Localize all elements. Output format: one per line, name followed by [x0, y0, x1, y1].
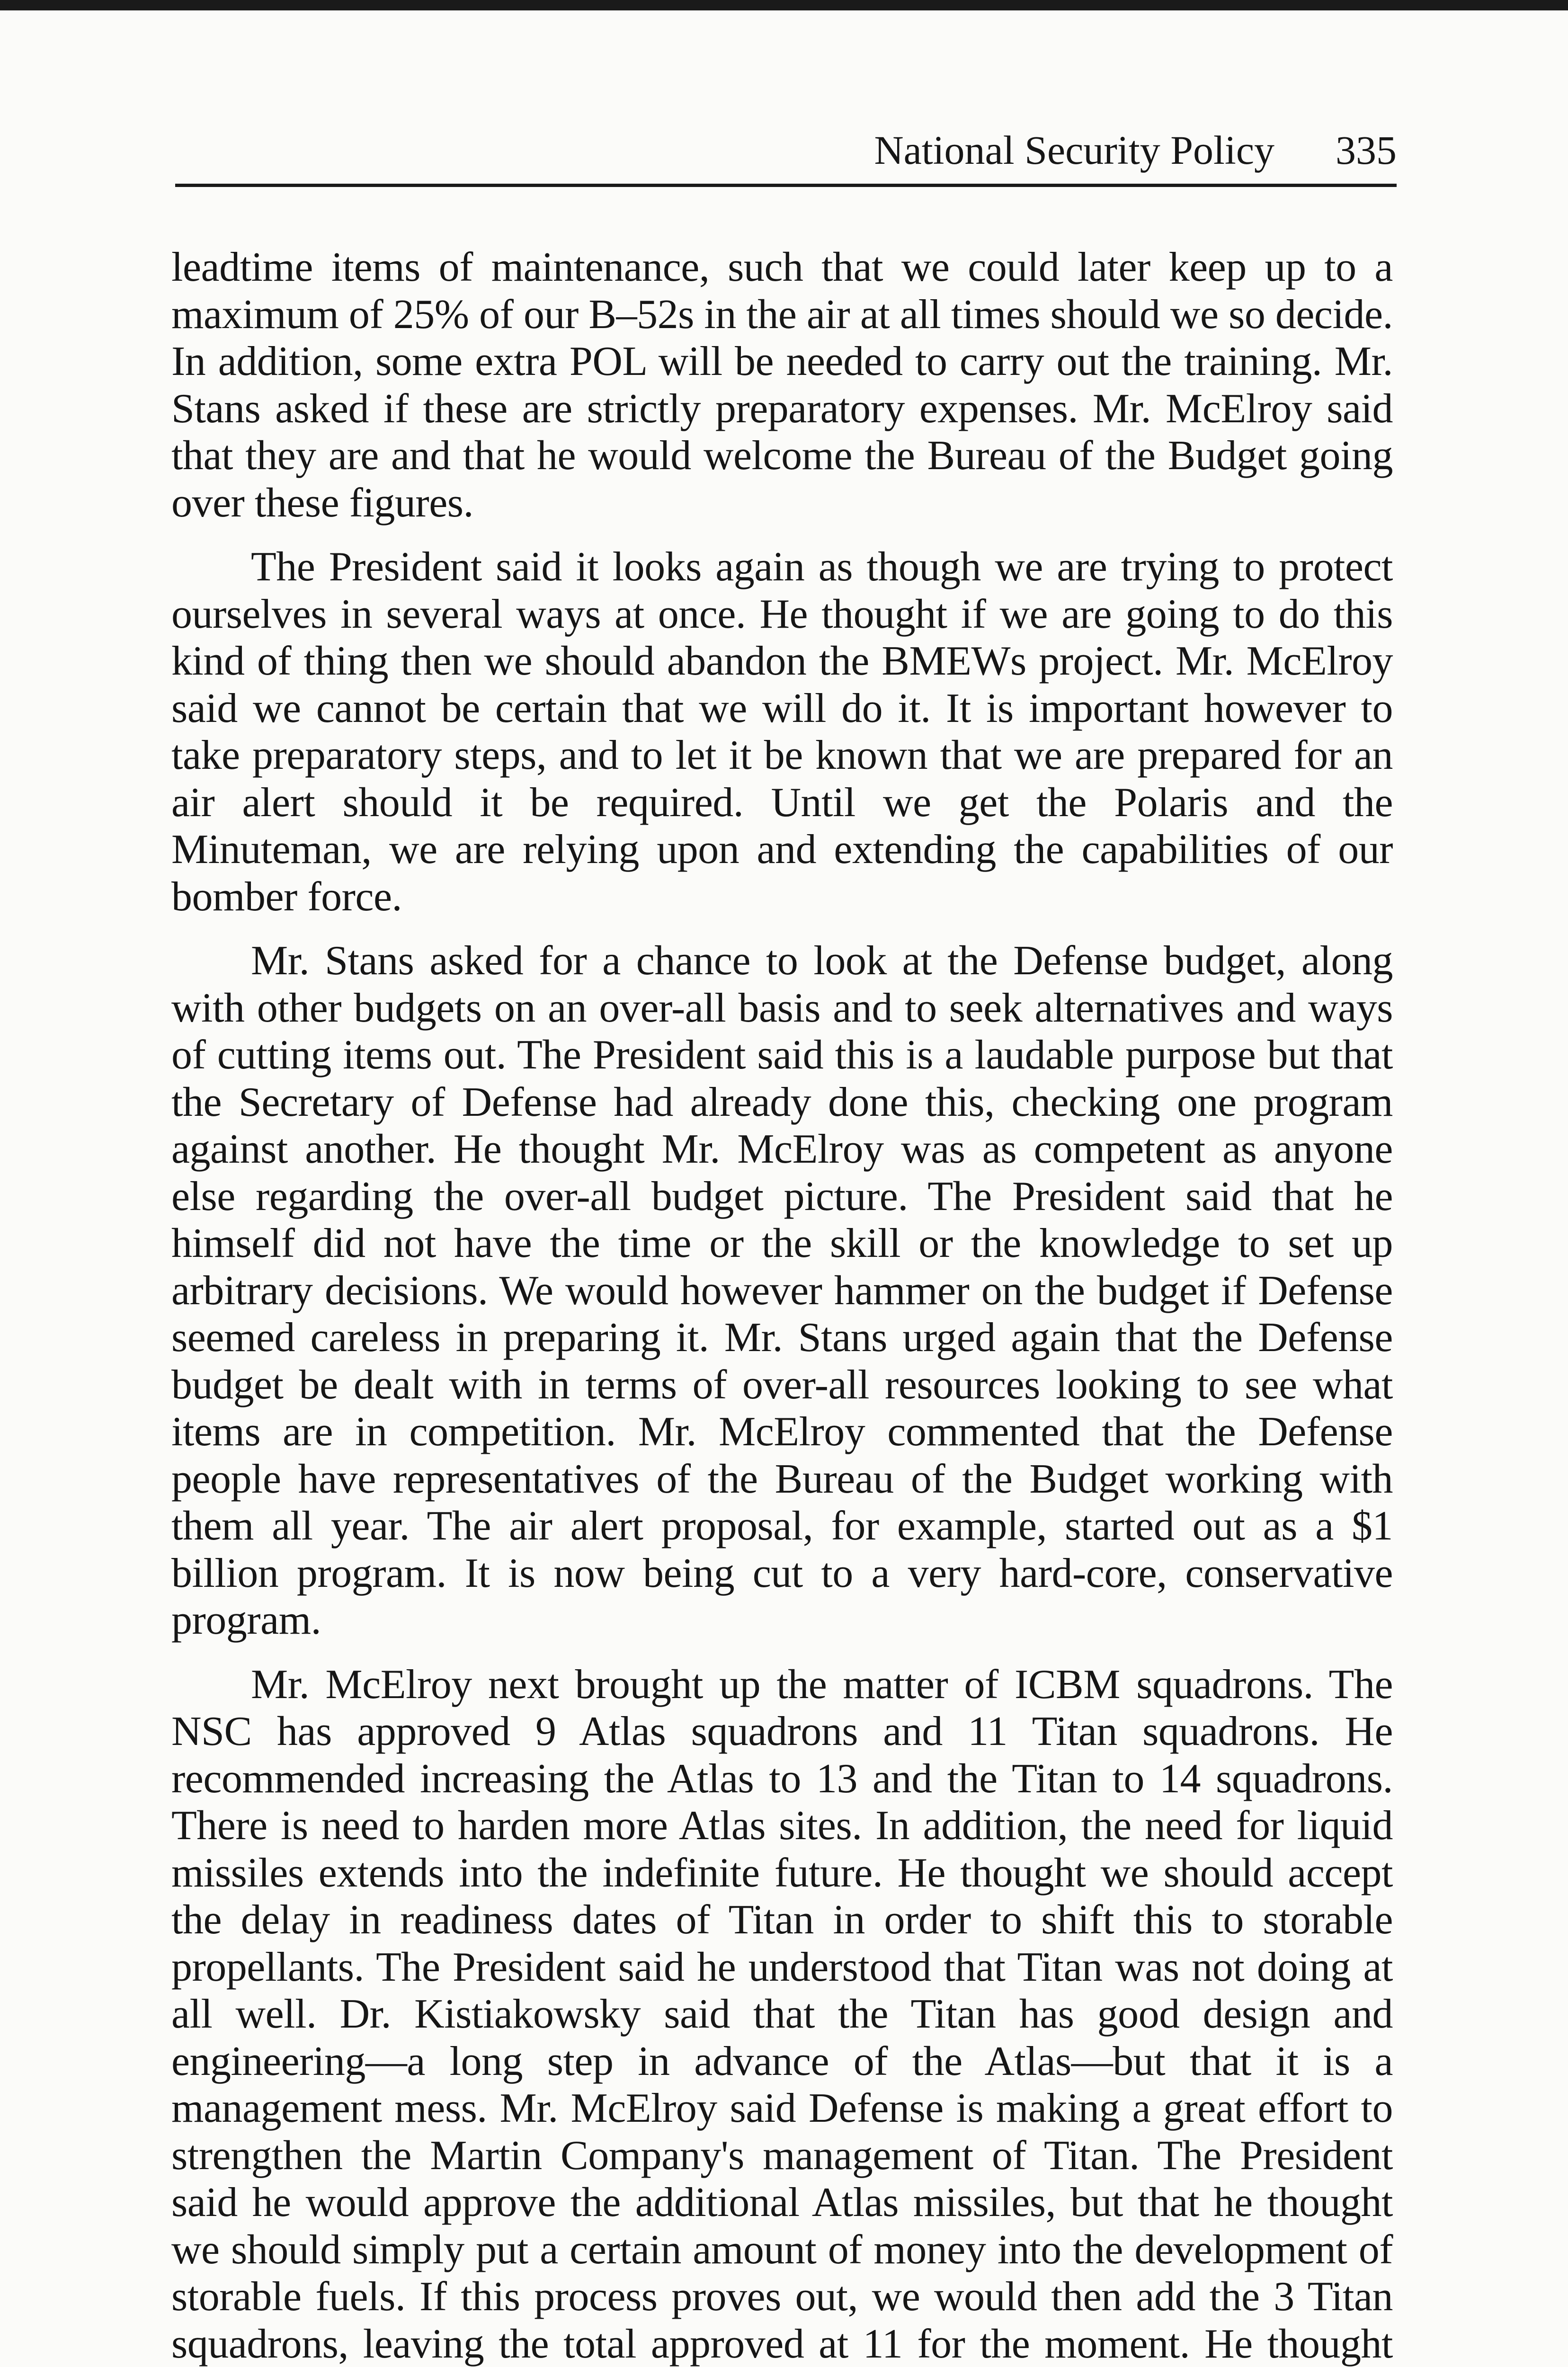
paragraph: The President said it looks again as though we are trying to protect ourselves in several ways at once. He thought if we are going to do this kind of thing then we should abandon the BMEWs project. Mr. McElroy said we cannot be certain that we will do it. It is important however to take preparatory steps, and to let it be known that we are prepared for an air alert should it be required. Until we get the Polaris and the Minuteman, we are relying upon and extending the capabilities of our bomber force. — [171, 544, 1393, 920]
page-body — [171, 244, 1393, 2367]
header-rule — [175, 184, 1397, 187]
paragraph: Mr. McElroy next brought up the matter of ICBM squadrons. The NSC has approved 9 Atlas squadrons and 11 Titan squadrons. He recommended increasing the Atlas to 13 and the Titan to 14 squadrons. There is need to harden more Atlas sites. In addition, the need for liquid missiles extends into the indefinite future. He thought we should accept the delay in readiness dates of Titan in order to shift this to storable propellants. The President said he understood that Titan was not doing at all well. Dr. Kistiakowsky said that the Titan has good design and engineering—a long step in advance of the Atlas—but that it is a management mess. Mr. McElroy said Defense is making a great effort to strengthen the Martin Company's management of Titan. The President said he would approve the additional Atlas missiles, but that he thought we should simply put a certain amount of money into the development of storable fuels. If this process proves out, we would then add the 3 Titan squadrons, leaving the total approved at 11 for the moment. He thought — [171, 1661, 1393, 2367]
paragraph-continued: leadtime items of maintenance, such that we could later keep up to a maximum of 25% of our B–52s in the air at all times should we so decide. In addition, some extra POL will be needed to carry out the training. Mr. Stans asked if these are strictly preparatory expenses. Mr. McElroy said that they are and that he would welcome the Bureau of the Budget going over these figures. — [171, 244, 1393, 526]
running-header — [175, 124, 1397, 176]
paragraph: Mr. Stans asked for a chance to look at the Defense budget, along with other budgets on an over-all basis and to seek alternatives and ways of cutting items out. The President said this is a laudable purpose but that the Secretary of Defense had already done this, checking one program against another. He thought Mr. McElroy was as competent as anyone else regarding the over-all budget picture. The President said that he himself did not have the time or the skill or the knowledge to set up arbitrary decisions. We would however hammer on the budget if Defense seemed careless in preparing it. Mr. Stans urged again that the Defense budget be dealt with in terms of over-all resources looking to see what items are in competition. Mr. McElroy commented that the Defense people have representatives of the Bureau of the Budget working with them all year. The air alert proposal, for example, started out as a $1 billion program. It is now being cut to a very hard-core, conservative program. — [171, 938, 1393, 1643]
page-number: 335 — [1336, 127, 1397, 173]
running-title: National Security Policy — [874, 127, 1274, 173]
scan-top-edge — [0, 0, 1568, 10]
